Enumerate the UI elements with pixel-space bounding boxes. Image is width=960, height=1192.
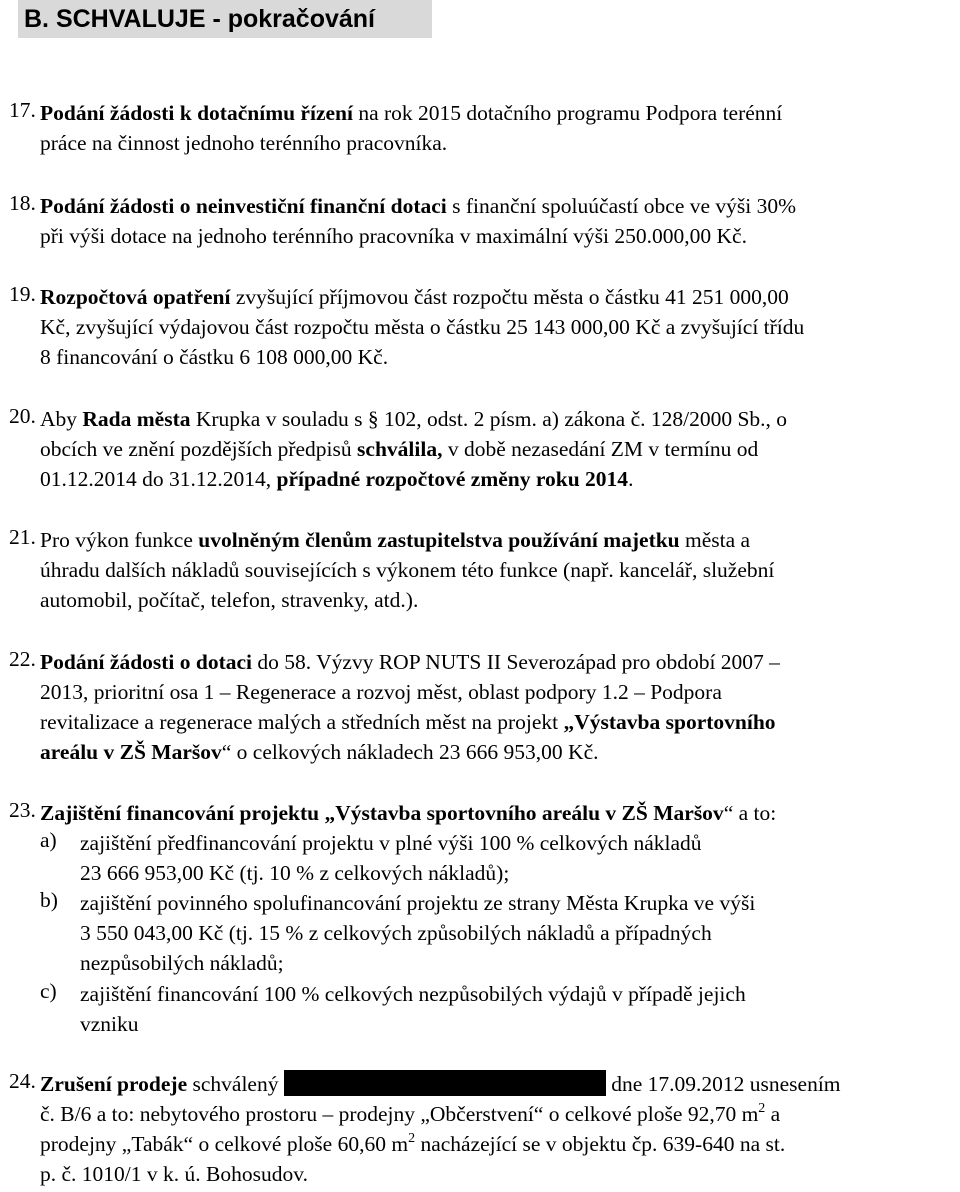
item-number: 23. [9, 798, 36, 822]
document-page: B. SCHVALUJE - pokračování 17. Podání žádosti k dotačnímu řízení na rok 2015 dotačního programu Podpora terénní práce na činnost jednoho terénního pracovníka. 18. Podání žádosti o neinvestiční finanční dotaci s finanční spoluúčastí obce ve výši 30% při výši dotace na jednoho terénního pracovníka v maximální výši 250.000,00 Kč. 19. Rozpočtová opatření zvyšující příjmovou část rozpočtu města o částku 41 251 000,00 Kč, zvyšující výdajovou část rozpočtu města o částku 25 143 000,00 Kč a zvyšující třídu 8 financování o částku 6 108 000,00 Kč. 20. Aby Rada města Krupka v souladu s § 102, odst. 2 písm. a) zákona č. 128/2000 Sb., o obcích ve znění pozdějších předpisů schválila, v době nezasedání ZM v termínu od 01.12.2014 do 31.12.2014, případné rozpočtové změny roku 2014. 21. Pro výkon funkce uvolněným členům zastupitelstva používání majetku města a úhradu dalších nákladů souvisejících s výkonem této funkce (např. kancelář, služební automobil, počítač, telefon, stravenky, atd.). 22. Podání žádosti o dotaci do 58. Výzvy ROP NUTS II Severozápad pro období 2007 – 2013, prioritní osa 1 – Regenerace a rozvoj měst, oblast podpory 1.2 – Podpora revitalizace a regenerace malých a středních měst na projekt „Výstavba sportovního areálu v ZŠ Maršov“ o celkových nákladech 23 666 953,00 Kč. 23. Zajištění financování projektu „Výstavba sportovního areálu v ZŠ Maršov“ a to: a) zajištění předfinancování projektu v plné výši 100 % celkových nákladů 23 666 953,00 Kč (tj. 10 % z celkových nákladů); b) zajištění povinného spolufinancování projektu ze strany Města Krupka ve výši 3 550 043,00 Kč (tj. 15 % z celkových způsobilých nákladů a případných nezpůsobilých nákladů; c) zajištění financování 100 % celkových nezpůsobilých výdajů v případě jejich vzniku 24. Zrušení prodeje schválený dne 17.09.2012 usnesením č. B/6 a to: nebytového prostoru – prodejny „Občerstvení“ o celkové ploše 92,70 $m^2$ a prodejny „Tabák“ o celkové ploše 60,60 $m^2$ nacházející se v objektu čp. 639-640 na st. p. č. 1010/1 v k. ú. Bohosudov. [0, 0, 960, 1192]
redaction-bar [284, 1070, 606, 1096]
item-number: 24. [9, 1069, 36, 1093]
item-number: 19. [9, 282, 36, 306]
item-number: 21. [9, 525, 36, 549]
item-number: 18. [9, 191, 36, 215]
item-number: 22. [9, 647, 36, 671]
item-number: 20. [9, 404, 36, 428]
item-number: 17. [9, 98, 36, 122]
section-heading: B. SCHVALUJE - pokračování [18, 0, 432, 38]
